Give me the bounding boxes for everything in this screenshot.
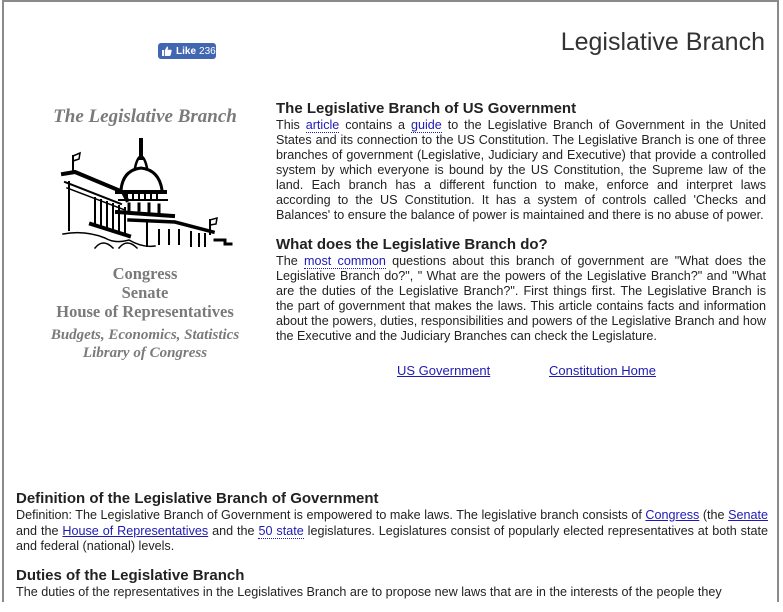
50-state-link[interactable]: 50 state: [258, 523, 304, 538]
text: to the Legislative Branch of Government in the United States and its connection to the US Constitution. The Legislative Branch is one of three branches of government (Legislative, Judiciary and Executive) that provide a controlled system by which everyone is bound by the US Constitution, the Supreme law of the land. Each branch has a different function to make, enforce and interpret laws according to the US Constitution. It has a system of controls called 'Checks and Balances' to ensure the balance of power is maintained and there is no abuse of power.: [276, 118, 766, 222]
definition-paragraph: [16, 508, 768, 555]
text: This: [276, 118, 306, 132]
facebook-like-button[interactable]: [158, 43, 216, 59]
senate-link[interactable]: Senate: [728, 508, 768, 522]
text: Definition: The Legislative Branch of Government is empowered to make laws. The legislative branch consists of: [16, 508, 646, 522]
text: (the: [699, 508, 729, 522]
us-government-link[interactable]: US Government: [397, 363, 491, 378]
duties-heading: Duties of the Legislative Branch: [16, 566, 245, 584]
section-paragraph: [276, 254, 766, 344]
constitution-home-link[interactable]: Constitution Home: [549, 363, 656, 378]
text: and the: [208, 523, 259, 538]
page-title: Legislative Branch: [560, 28, 765, 56]
section-heading: What does the Legislative Branch do?: [276, 236, 548, 253]
intro-section: [276, 100, 766, 357]
like-count: 236: [199, 45, 216, 57]
poster-line: Senate: [121, 283, 169, 302]
capitol-building-icon: [55, 134, 235, 252]
poster-subtopics: [30, 326, 260, 362]
like-label: Like: [176, 45, 197, 57]
thumbs-up-icon: [162, 46, 172, 56]
house-of-representatives-link[interactable]: House of Representatives: [62, 523, 209, 538]
text: questions about this branch of government are "What does the Legislative Branch do?", " What are the powers of the Legislative Branch?" and "What are the duties of the Legislative Branch?". First things first. The Legislative Branch is the part of government that makes the laws. This article contains facts and information about the powers, duties, responsibilities and powers of the Legislative Branch and how the Executive and the Judiciary Branches can check the Legislature.: [276, 254, 766, 343]
guide-link[interactable]: guide: [410, 118, 442, 132]
poster-line: Congress: [112, 264, 178, 283]
poster-title: The Legislative Branch: [53, 106, 237, 127]
definition-heading: Definition of the Legislative Branch of Government: [16, 490, 379, 507]
lower-content: [16, 490, 768, 612]
poster-italic-line: Library of Congress: [82, 345, 208, 361]
text: and the: [16, 523, 63, 538]
poster-branch-list: [30, 264, 260, 321]
poster-line: House of Representatives: [56, 302, 234, 321]
section-heading: The Legislative Branch of US Government: [276, 100, 577, 117]
legislative-branch-poster: [30, 98, 260, 388]
most-common-link[interactable]: most common: [303, 254, 386, 268]
text: The: [276, 254, 304, 268]
text: contains a: [339, 118, 411, 132]
text: legislatures. Legislatures consist of popularly elected representatives at both state and federal (national) levels.: [16, 523, 768, 553]
article-link[interactable]: article: [305, 118, 340, 132]
section-paragraph: [276, 118, 766, 223]
duties-paragraph: The duties of the representatives in the Legislatives Branch are to propose new laws that are in the interests of the people they: [16, 584, 722, 599]
congress-link[interactable]: Congress: [645, 508, 700, 522]
poster-italic-line: Budgets, Economics, Statistics: [50, 327, 240, 343]
